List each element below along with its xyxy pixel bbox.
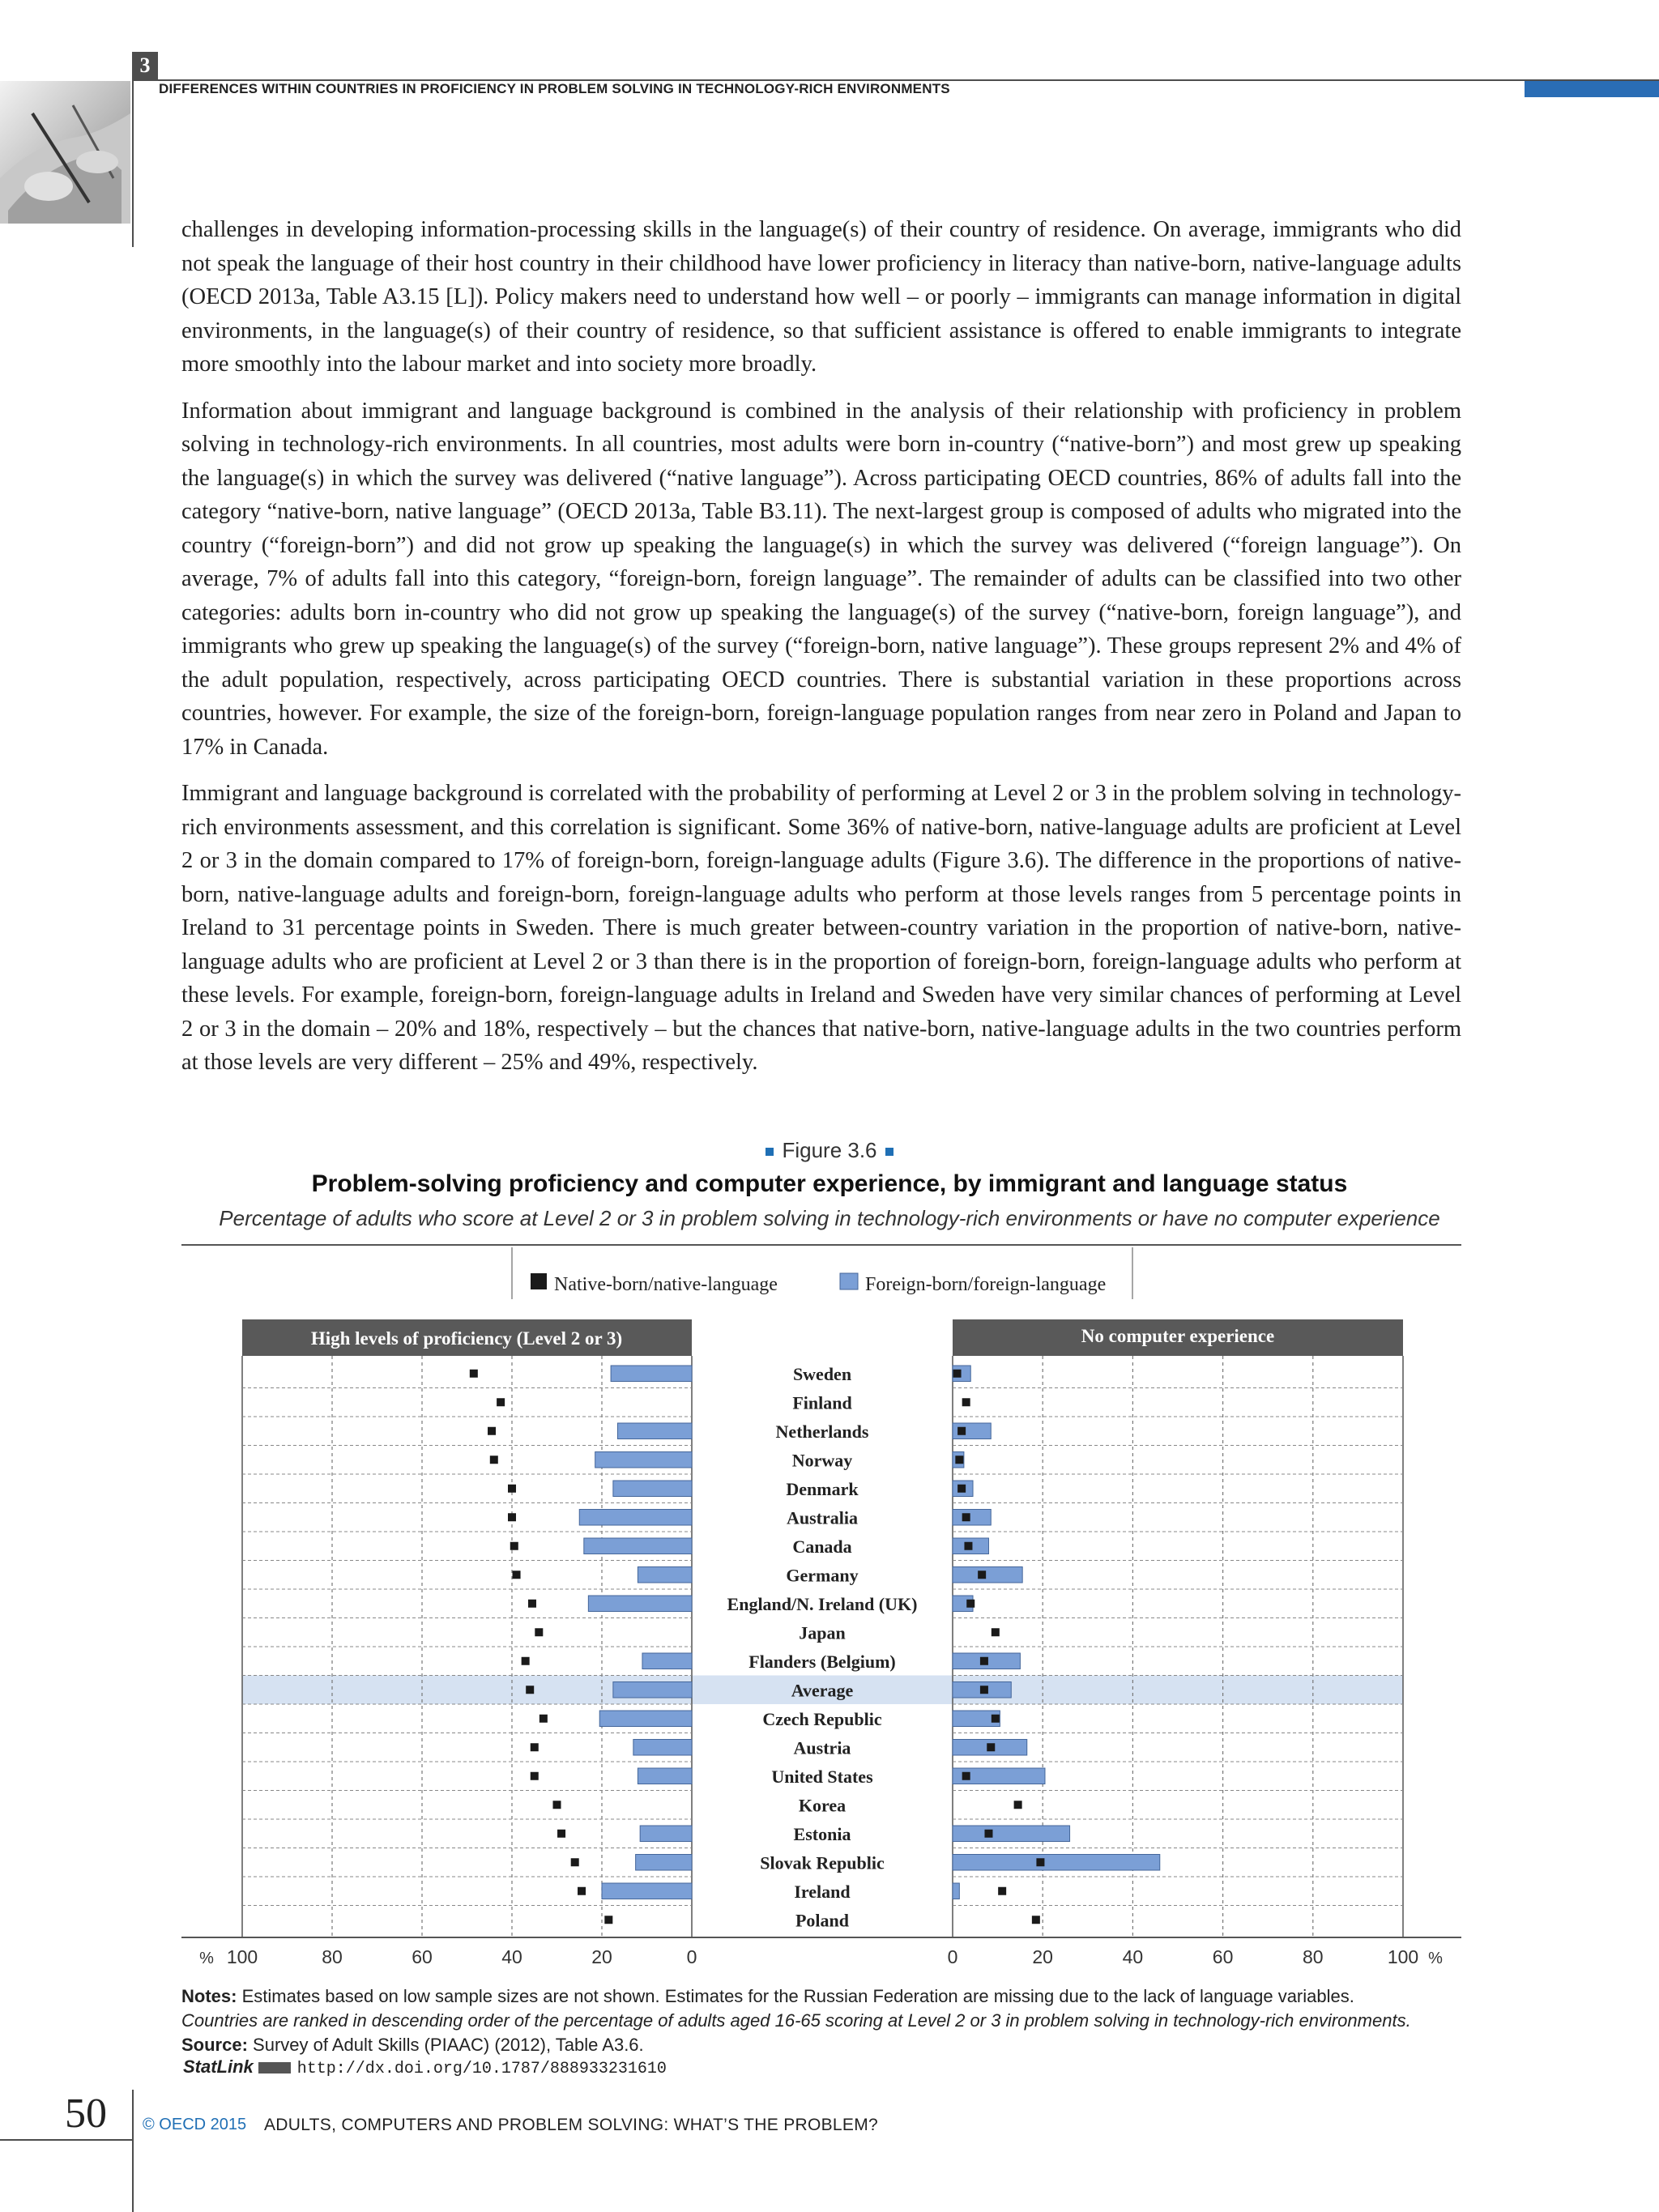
bar-computer-foreign	[953, 1826, 1070, 1842]
page-number: 50	[65, 2091, 107, 2137]
tick-label-right: 20	[1032, 1946, 1053, 1967]
tick-label-left: 20	[591, 1946, 612, 1967]
bar-proficiency-foreign	[617, 1423, 692, 1439]
category-label: Japan	[799, 1622, 846, 1643]
category-label: Sweden	[792, 1363, 852, 1384]
marker-proficiency-native	[490, 1455, 498, 1464]
category-label: Germany	[786, 1565, 859, 1586]
marker-computer-native	[984, 1830, 992, 1838]
category-label: Austria	[793, 1737, 851, 1758]
marker-computer-native	[964, 1542, 972, 1550]
marker-computer-native	[978, 1571, 986, 1579]
marker-computer-native	[1036, 1858, 1044, 1866]
bar-proficiency-foreign	[595, 1452, 692, 1468]
marker-computer-native	[992, 1628, 1000, 1636]
paragraph: Information about immigrant and language background is combined in the analysis of their relationship with proficiency in problem solving in technology-rich environments. In all countries, most adults were born in-country (“native-born”) and most grew up speaking the language(s) in which the survey was delivered (“native language”). Across participating OECD countries, 86% of adults fall into the category “native-born, native language” (OECD 2013a, Table B3.11). The next-largest group is composed of adults who migrated into the country (“foreign-born”) and did not grow up speaking the language(s) in which the survey was delivered (“foreign language”). On average, 7% of adults fall into this category, “foreign-born, foreign language”. The remainder of adults can be classified into two other categories: adults born in-country who did not grow up speaking the language(s) of the survey (“native-born, foreign language”), and immigrants who grew up speaking the language(s) of the survey (“foreign-born, native language”). These groups represent 2% and 4% of the adult population, respectively, across participating OECD countries. There is substantial variation in these proportions across countries, however. For example, the size of the foreign-born, foreign-language population ranges from near zero in Poland and Japan to 17% in Canada.	[181, 398, 1461, 760]
tick-label-right: 40	[1122, 1946, 1144, 1967]
marker-proficiency-native	[510, 1542, 518, 1550]
category-label: Slovak Republic	[760, 1852, 885, 1873]
figure-notes	[181, 1984, 1478, 2057]
bar-proficiency-foreign	[584, 1538, 692, 1554]
marker-computer-native	[955, 1455, 963, 1464]
marker-computer-native	[966, 1600, 975, 1608]
figure-subtitle: Percentage of adults who score at Level 2 or 3 in problem solving in technology-rich environments or have no computer experience	[219, 1206, 1440, 1230]
category-label: United States	[771, 1766, 873, 1787]
marker-proficiency-native	[497, 1398, 505, 1406]
statlink-logo-icon	[258, 2062, 291, 2073]
marker-computer-native	[962, 1398, 970, 1406]
marker-proficiency-native	[470, 1370, 478, 1378]
marker-proficiency-native	[522, 1657, 530, 1665]
marker-proficiency-native	[553, 1801, 561, 1809]
bar-proficiency-foreign	[611, 1366, 692, 1382]
footer-publication-title: ADULTS, COMPUTERS AND PROBLEM SOLVING: WHAT’S THE PROBLEM?	[264, 2116, 878, 2134]
marker-computer-native	[962, 1513, 970, 1521]
category-label: Ireland	[794, 1881, 851, 1902]
panel-header-proficiency-label: High levels of proficiency (Level 2 or 3)	[310, 1328, 623, 1349]
marker-computer-native	[980, 1657, 988, 1665]
bar-proficiency-foreign	[638, 1768, 692, 1784]
category-label: Denmark	[786, 1478, 859, 1499]
category-label: Flanders (Belgium)	[748, 1651, 896, 1672]
legend-foreign-swatch	[840, 1273, 858, 1289]
bar-proficiency-foreign	[613, 1481, 692, 1497]
marker-proficiency-native	[508, 1485, 516, 1493]
legend-foreign-label: Foreign-born/foreign-language	[865, 1274, 1107, 1295]
bar-proficiency-foreign	[633, 1740, 692, 1756]
marker-proficiency-native	[526, 1686, 534, 1694]
category-label: Canada	[792, 1536, 852, 1557]
tick-label-left: 40	[501, 1946, 522, 1967]
marker-proficiency-native	[539, 1715, 548, 1723]
marker-computer-native	[987, 1743, 995, 1751]
notes-label: Notes:	[181, 1986, 237, 2006]
bar-proficiency-foreign	[602, 1883, 692, 1899]
tick-label-right: 100	[1387, 1946, 1419, 1967]
notes-ranking: Countries are ranked in descending order of the percentage of adults aged 16-65 scoring at Level 2 or 3 in problem solving in technology-rich environments.	[181, 2010, 1411, 2031]
marker-proficiency-native	[604, 1916, 612, 1924]
footer-vertical-rule	[132, 2090, 134, 2212]
marker-proficiency-native	[531, 1743, 539, 1751]
bar-computer-foreign	[953, 1855, 1160, 1871]
tick-label-left: 80	[322, 1946, 343, 1967]
footer-copyright: © OECD 2015	[143, 2116, 247, 2133]
bar-computer-foreign	[953, 1567, 1022, 1583]
category-label: Netherlands	[775, 1421, 869, 1442]
figure-title: Problem-solving proficiency and computer experience, by immigrant and language status	[311, 1170, 1348, 1197]
bar-proficiency-foreign	[638, 1567, 692, 1583]
category-label: England/N. Ireland (UK)	[727, 1593, 918, 1614]
bar-computer-foreign	[953, 1883, 959, 1899]
statlink-url[interactable]: http://dx.doi.org/10.1787/888933231610	[296, 2060, 667, 2078]
marker-computer-native	[957, 1485, 966, 1493]
bar-computer-foreign	[953, 1510, 991, 1526]
category-label: Average	[791, 1680, 854, 1701]
marker-computer-native	[962, 1772, 970, 1780]
category-label: Norway	[791, 1450, 853, 1471]
bar-proficiency-foreign	[613, 1682, 692, 1698]
tick-label-left: 60	[412, 1946, 433, 1967]
marker-computer-native	[957, 1427, 966, 1435]
marker-computer-native	[992, 1715, 1000, 1723]
statlink	[183, 2056, 667, 2078]
source-text: Survey of Adult Skills (PIAAC) (2012), Table A3.6.	[253, 2035, 644, 2055]
marker-proficiency-native	[557, 1830, 565, 1838]
axis-unit-right: %	[1428, 1950, 1443, 1967]
bar-proficiency-foreign	[642, 1653, 692, 1669]
panel-header-computer-label: No computer experience	[1081, 1326, 1275, 1346]
category-label: Estonia	[793, 1823, 851, 1844]
bar-proficiency-foreign	[640, 1826, 692, 1842]
running-title: DIFFERENCES WITHIN COUNTRIES IN PROFICIENCY IN PROBLEM SOLVING IN TECHNOLOGY-RICH ENVIRONMENTS	[159, 81, 950, 96]
tick-label-left: 100	[226, 1946, 258, 1967]
category-label: Czech Republic	[762, 1708, 882, 1729]
paragraph: challenges in developing information-processing skills in the language(s) of their country of residence. On average, immigrants who did not speak the language of their host country in their childhood have lower proficiency in literacy than native-born, native-language adults (OECD 2013a, Table A3.15 [L]). Policy makers need to understand how well – or poorly – immigrants can manage information in digital environments, in the language(s) of their country of residence, so that sufficient assistance is offered to enable immigrants to integrate more smoothly into the labour market and into society more broadly.	[181, 217, 1461, 377]
category-label: Poland	[795, 1910, 850, 1931]
marker-proficiency-native	[488, 1427, 496, 1435]
bar-proficiency-foreign	[636, 1855, 692, 1871]
statlink-label: StatLink	[183, 2056, 254, 2077]
marker-computer-native	[1032, 1916, 1040, 1924]
marker-proficiency-native	[508, 1513, 516, 1521]
marker-proficiency-native	[531, 1772, 539, 1780]
marker-computer-native	[1014, 1801, 1022, 1809]
marker-computer-native	[980, 1686, 988, 1694]
chapter-number: 3	[132, 52, 158, 79]
bar-proficiency-foreign	[599, 1711, 692, 1727]
category-label: Australia	[787, 1507, 858, 1528]
marker-proficiency-native	[578, 1887, 586, 1895]
category-label: Korea	[798, 1795, 847, 1816]
bar-proficiency-foreign	[588, 1596, 692, 1612]
category-label: Finland	[792, 1392, 852, 1413]
bar-proficiency-foreign	[579, 1510, 692, 1526]
marker-proficiency-native	[535, 1628, 543, 1636]
marker-computer-native	[998, 1887, 1006, 1895]
tick-label-left: 0	[686, 1946, 697, 1967]
figure-number: Figure 3.6	[782, 1138, 877, 1162]
tick-label-right: 0	[947, 1946, 958, 1967]
notes-text: Estimates based on low sample sizes are not shown. Estimates for the Russian Federation are missing due to the lack of language variables.	[241, 1986, 1354, 2006]
marker-proficiency-native	[513, 1571, 521, 1579]
legend-native-swatch	[531, 1273, 547, 1289]
marker-computer-native	[953, 1370, 962, 1378]
tick-label-right: 60	[1212, 1946, 1234, 1967]
paragraph: Immigrant and language background is correlated with the probability of performing at Level 2 or 3 in the problem solving in technology-rich environments assessment, and this correlation is significant. Some 36% of native-born, native-language adults are proficient at Level 2 or 3 in the domain compared to 17% of foreign-born, foreign-language adults (Figure 3.6). The difference in the proportions of native-born, native-language adults and foreign-born, foreign-language adults who perform at those levels ranges from 5 percentage points in Ireland to 31 percentage points in Sweden. There is much greater between-country variation in the proportion of native-born, native-language adults who are proficient at Level 2 or 3 than there is in the proportion of foreign-born, foreign-language adults who perform at these levels. For example, foreign-born, foreign-language adults in Ireland and Sweden have very similar chances of performing at Level 2 or 3 in the domain – 20% and 18%, respectively – but the chances that native-born, native-language adults in the two countries perform at those levels are very different – 25% and 49%, respectively.	[181, 781, 1461, 1075]
footer-rule	[0, 2139, 132, 2141]
marker-proficiency-native	[528, 1600, 536, 1608]
source-label: Source:	[181, 2035, 248, 2055]
axis-unit-left: %	[199, 1950, 214, 1967]
marker-proficiency-native	[571, 1858, 579, 1866]
legend-native-label: Native-born/native-language	[554, 1274, 778, 1295]
tick-label-right: 80	[1303, 1946, 1324, 1967]
